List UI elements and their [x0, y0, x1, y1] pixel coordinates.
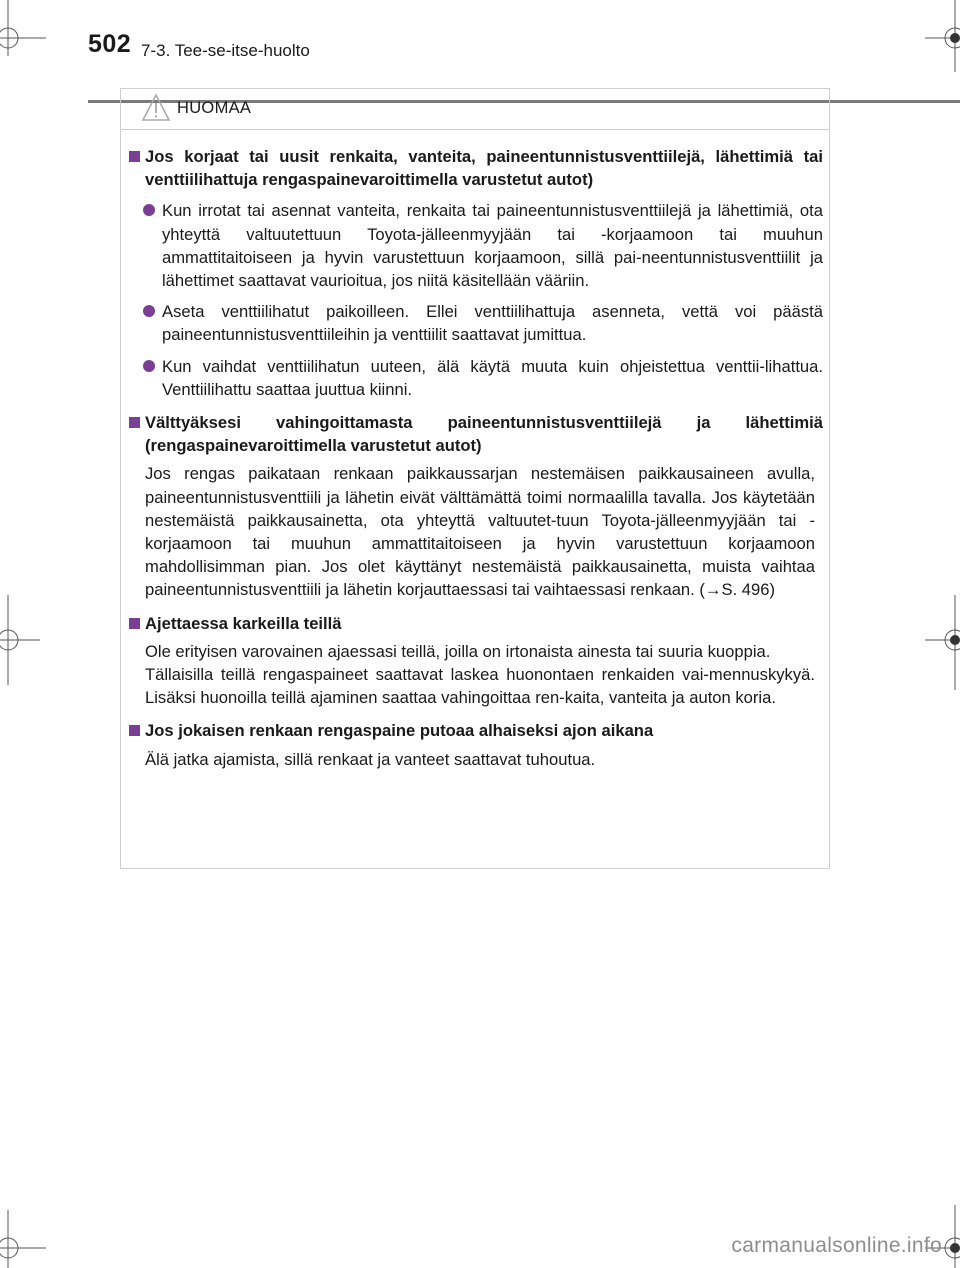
paragraph: Älä jatka ajamista, sillä renkaat ja vanteet saattavat tuhoutua. — [145, 749, 596, 769]
list-item: Kun vaihdat venttiilihatun uuteen, älä käytä muuta kuin ohjeistettua venttii-lihattua. Venttiilihattu saattaa juuttua kiinni. — [129, 355, 823, 401]
section-avoid-damage — [129, 411, 823, 602]
section-tire-repair — [129, 145, 823, 401]
section-low-pressure — [129, 719, 823, 770]
crop-mark-mid-left — [0, 595, 50, 685]
warning-triangle-icon — [141, 93, 171, 128]
square-bullet-icon — [129, 618, 140, 629]
watermark: carmanualsonline.info — [731, 1234, 942, 1257]
notice-title: HUOMAA — [177, 99, 252, 117]
crop-mark-bottom-left — [0, 1200, 60, 1268]
notice-content — [129, 145, 823, 780]
crop-mark-mid-right — [915, 595, 960, 690]
section-heading: Välttyäksesi vahingoittamasta paineentunnistusventtiilejä ja lähettimiä (rengaspainevaroittimella varustetut autot) — [129, 411, 823, 457]
section-heading: Jos jokaisen renkaan rengaspaine putoaa alhaiseksi ajon aikana — [129, 719, 823, 742]
round-bullet-icon — [143, 360, 155, 372]
paragraph: Tällaisilla teillä rengaspaineet saattavat laskea huonontaen renkaiden vai-mennuskykyä. Lisäksi huonoilla teillä ajaminen saattaa vahingoittaa ren-kaita, vanteita ja auton koria. — [145, 665, 815, 708]
paragraph: Ole erityisen varovainen ajaessasi teillä, joilla on irtonaista ainesta tai suuria kuoppia. — [145, 641, 771, 661]
paragraph: Jos rengas paikataan renkaan paikkaussarjan nestemäisen paikkausaineen avulla, paineentunnistusventtiili ja lähetin eivät välttämättä toimi normaalilla tavalla. Jos käytetään nestemäistä paikkausainetta, ota yhteyttä valtuutet-tuun Toyota-jälleenmyyjään tai -korjaamoon tai muuhun ammattitaitoiseen ja hyvin varustettuun korjaamoon mahdollisimman pian. Jos olet käyttänyt nestemäistä paikkausainetta, muista vaihtaa paineentunnistusventtiili ja lähetin korjauttaessasi tai vaihtaessasi renkaan. (→S. 496) — [145, 464, 815, 600]
square-bullet-icon — [129, 417, 140, 428]
notice-box — [120, 88, 830, 869]
page-header — [88, 30, 950, 70]
round-bullet-icon — [143, 305, 155, 317]
section-heading: Ajettaessa karkeilla teillä — [129, 612, 823, 635]
page-number: 502 — [88, 30, 132, 58]
square-bullet-icon — [129, 725, 140, 736]
list-item: Aseta venttiilihatut paikoilleen. Ellei venttiilihattuja asenneta, vettä voi päästä paineentunnistusventtiileihin ja venttiilit saattavat jumittua. — [129, 300, 823, 346]
round-bullet-icon — [143, 204, 155, 216]
notice-header — [121, 89, 829, 130]
section-heading: Jos korjaat tai uusit renkaita, vanteita, paineentunnistusventtiilejä, lähettimiä tai venttiilihattuja rengaspainevaroittimella varustetut autot) — [129, 145, 823, 191]
section-title: 7-3. Tee-se-itse-huolto — [141, 41, 310, 60]
square-bullet-icon — [129, 151, 140, 162]
crop-mark-top-left — [0, 0, 60, 60]
list-item: Kun irrotat tai asennat vanteita, renkaita tai paineentunnistusventtiilejä ja lähettimiä, ota yhteyttä valtuutettuun Toyota-jälleenmyyjään tai -korjaamoon tai muuhun ammattitaitoiseen ja hyvin varustettuun korjaamoon, sillä pai-neentunnistusventtiilit ja lähettimet saattavat vaurioitua, jos niitä käsitellään vääriin. — [129, 199, 823, 292]
section-rough-roads — [129, 612, 823, 710]
